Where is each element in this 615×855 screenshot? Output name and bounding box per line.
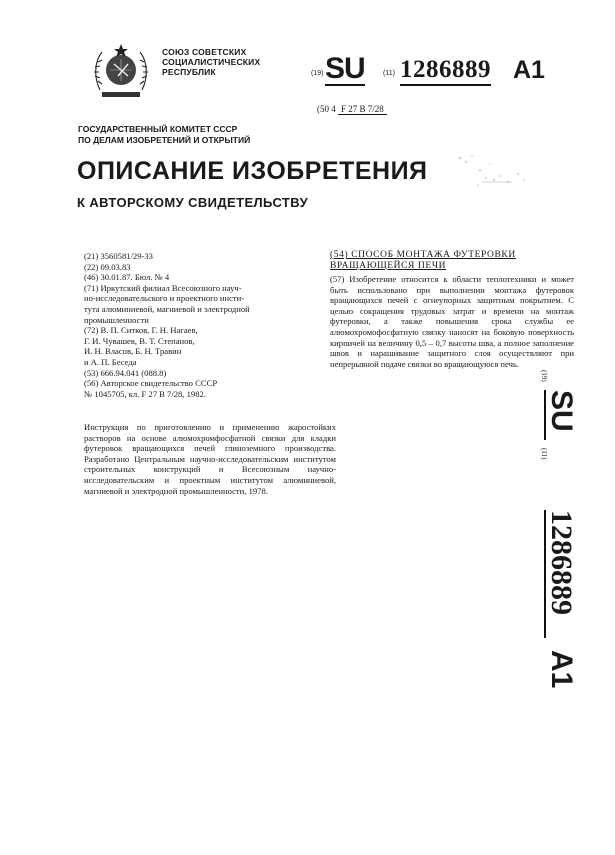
biblio-line: (46) 30.01.87. Бюл. № 4 <box>84 272 170 283</box>
ipc-prefix: (50 4 <box>317 104 336 114</box>
abstract-text: (57) Изобретение относится к области теплотехники и может быть использовано при выполнении монтажа футеровок вращающихся печей с огнеупорных защитным покрытием. С целью сокращения трудовых затрат и времени на монтаж футеровки, а также повышения срока службы ее алюмохромофосфатную связку наносят на боковую поверхность кирпичей на величину 0,5 – 0,7 высоты шва, а полное заполнение швов и нарашивание защитного слоя осуществляют при непрерывной подаче связки во вращающуюся печь. <box>330 274 574 369</box>
vertical-country: SU <box>545 390 578 432</box>
code-11: (11) <box>383 70 395 77</box>
vertical-underline <box>544 390 546 440</box>
state-committee <box>78 124 250 146</box>
biblio-line: но-исследовательского и проектного инсти- <box>84 293 245 304</box>
invention-title-line: (54) СПОСОБ МОНТАЖА ФУТЕРОВКИ <box>330 250 516 260</box>
invention-summary <box>330 250 574 369</box>
union-line: СОЮЗ СОВЕТСКИХ <box>162 47 247 57</box>
vertical-code-19: (19) <box>540 370 548 382</box>
biblio-line: (71) Иркутский филиал Всесоюзного науч- <box>84 282 242 293</box>
scan-noise-decoration <box>420 150 550 195</box>
vertical-underline <box>544 510 546 638</box>
code-19: (19) <box>311 70 324 77</box>
vertical-patent-mark <box>526 368 586 698</box>
biblio-line: № 1045705, кл. F 27 B 7/28, 1982. <box>84 388 206 399</box>
union-line: СОЦИАЛИСТИЧЕСКИХ <box>162 57 261 67</box>
publication-number-row <box>305 54 585 94</box>
ipc-value: F 27 B 7/28 <box>338 104 387 115</box>
committee-line: ПО ДЕЛАМ ИЗОБРЕТЕНИЙ И ОТКРЫТИЙ <box>78 135 251 145</box>
biblio-line: (72) В. П. Ситков, Г. Н. Нагаев, <box>84 325 198 336</box>
reference-paragraph: Инструкция по приготовлению и применению жаростойких растворов на основе алюмохромфосфатной связки для кладки футеровок вращающихся печей глиноземного производства. Разработано Центральным научно-исследовательским институтом строительных конструкций и Всесоюзным научно-исследовательским и проектным институтом алюминиевой, магниевой и электродной промышленности, 1978. <box>84 422 336 496</box>
vertical-kind: A1 <box>545 650 578 689</box>
biblio-line: промышленности <box>84 314 149 325</box>
document-subtitle: К АВТОРСКОМУ СВИДЕТЕЛЬСТВУ <box>77 195 309 210</box>
vertical-code-11: (11) <box>540 448 548 460</box>
biblio-line: (21) 3560581/29-33 <box>84 251 153 261</box>
union-line: РЕСПУБЛИК <box>162 67 216 77</box>
ussr-emblem-icon <box>92 40 150 102</box>
invention-title-line: ВРАЩАЮЩЕЙСЯ ПЕЧИ <box>330 261 447 271</box>
biblio-line: (22) 09.03.83 <box>84 261 131 272</box>
kind-code: A1 <box>513 56 545 84</box>
biblio-line: (53) 666.94.041 (088.8) <box>84 367 167 378</box>
document-title: ОПИСАНИЕ ИЗОБРЕТЕНИЯ <box>77 157 428 185</box>
union-name <box>162 47 260 77</box>
vertical-patent-number: 1286889 <box>545 510 578 615</box>
patent-number: 1286889 <box>400 56 491 86</box>
biblio-line: И. Н. Власов, Б. Н. Травин <box>84 346 182 357</box>
committee-line: ГОСУДАРСТВЕННЫЙ КОМИТЕТ СССР <box>78 124 238 134</box>
biblio-line: и А. П. Беседа <box>84 356 137 367</box>
biblio-line: тута алюминиевой, магниевой и электродной <box>84 303 250 314</box>
ipc-classification <box>317 104 387 114</box>
biblio-line: (56) Авторское свидетельство СССР <box>84 378 218 389</box>
bibliographic-data <box>84 251 336 399</box>
biblio-line: Г. И. Чувашев, В. Т. Степанов, <box>84 335 195 346</box>
country-code: SU <box>325 52 365 85</box>
